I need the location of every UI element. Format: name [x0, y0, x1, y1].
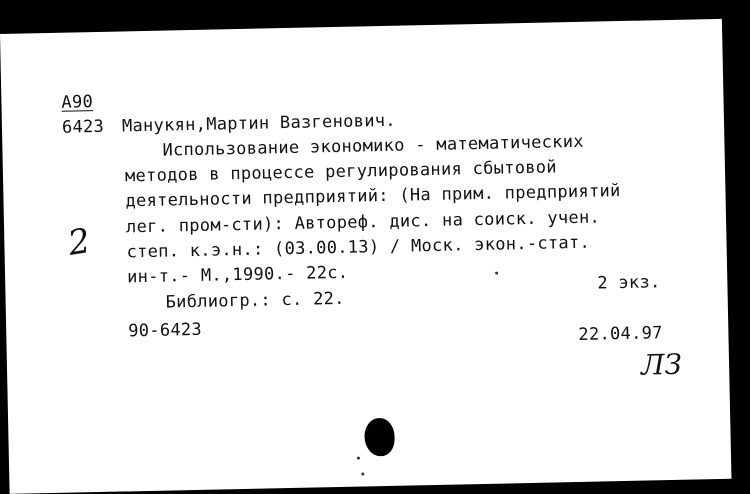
body-line-5: степ. к.э.н.: (03.00.13) / Моск. экон.-стат.: [126, 232, 591, 263]
dust-speck: [495, 272, 498, 275]
copies-count: 2 экз.: [597, 272, 661, 294]
body-line-3: деятельности предприятий: (На прим. предприятий: [125, 181, 621, 212]
body-line-4: лег. пром-сти): Автореф. дис. на соиск. учен.: [125, 207, 601, 238]
bibliography-note: Библиогр.: с. 22.: [165, 288, 345, 313]
dust-speck: [357, 457, 360, 460]
body-line-2: методов в процессе регулирования сбытовой: [124, 157, 558, 187]
author-heading: Манукян,Мартин Вазгенович.: [121, 110, 397, 137]
body-line-6: ин-т.- М.,1990.- 22с.: [126, 262, 349, 288]
body-line-1: Использование экономико - математических: [162, 131, 585, 161]
date-stamp: 22.04.97: [578, 323, 663, 345]
handwritten-mark-left: 2: [65, 220, 94, 264]
call-number: 6423: [61, 116, 105, 138]
dust-speck: [361, 472, 364, 475]
catalog-card: [0, 19, 731, 494]
punch-hole: [364, 418, 395, 457]
handwritten-initials: ЛЗ: [640, 347, 683, 382]
inventory-number: 90-6423: [128, 319, 203, 342]
shelf-mark: А90: [61, 92, 94, 113]
